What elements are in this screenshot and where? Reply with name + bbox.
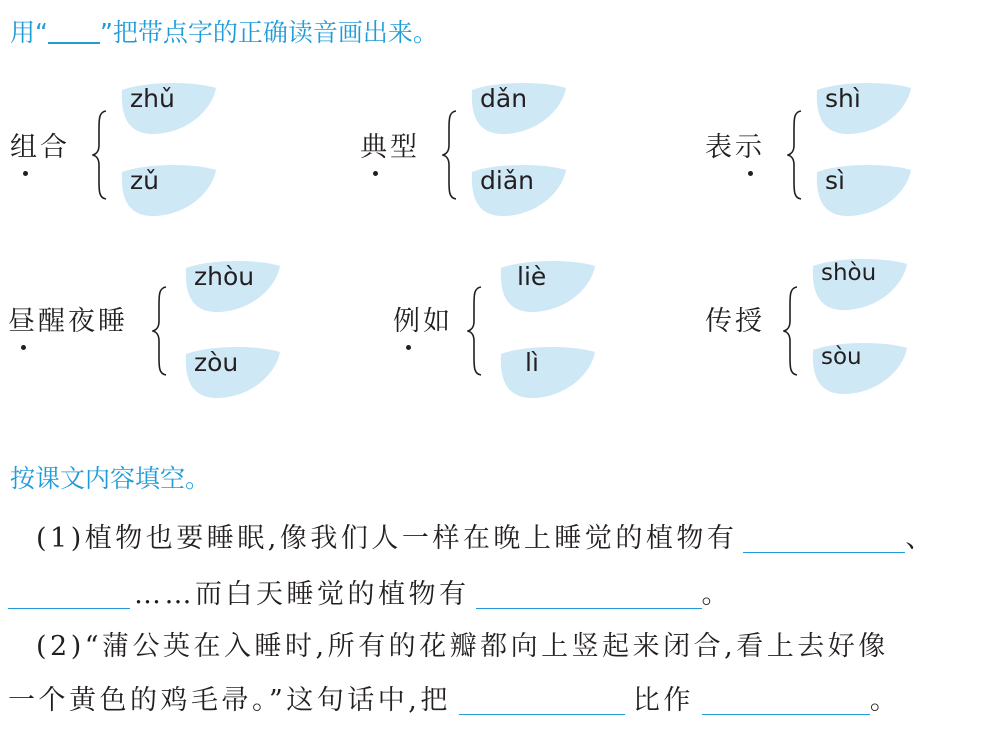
pinyin-text: zǔ: [130, 166, 159, 195]
pinyin-option[interactable]: [180, 258, 284, 316]
question-1-line-1: [36, 525, 936, 553]
pinyin-text: zhòu: [194, 262, 255, 291]
pinyin-option[interactable]: [811, 162, 915, 220]
pinyin-text: shòu: [821, 260, 877, 286]
question-text: 一个黄色的鸡毛帚。”这句话中,把: [8, 685, 451, 716]
pinyin-group-6: [695, 252, 1000, 402]
punctuation: 、: [905, 523, 936, 554]
word: [393, 308, 453, 335]
word: [705, 134, 765, 161]
pinyin-group-5: [385, 252, 705, 402]
pinyin-group-4: [0, 252, 320, 402]
pinyin-option[interactable]: [807, 256, 911, 314]
question-text: (2)“蒲公英在入睡时,所有的花瓣都向上竖起来闭合,看上去好像: [36, 631, 889, 662]
answer-blank[interactable]: [702, 690, 870, 715]
pinyin-option[interactable]: [466, 80, 570, 138]
character: 示: [735, 132, 765, 163]
curly-brace-icon: [92, 109, 108, 201]
question-text: 比作: [632, 685, 694, 716]
curly-brace-icon: [787, 109, 803, 201]
pinyin-group-2: [350, 80, 670, 230]
character: 醒: [38, 306, 68, 337]
character: 睡: [98, 306, 128, 337]
answer-blank[interactable]: [743, 528, 905, 553]
curly-brace-icon: [467, 285, 483, 377]
pinyin-text: lì: [525, 348, 539, 377]
question-2-line-1: [36, 633, 889, 660]
word: [705, 308, 765, 335]
character: 夜: [68, 306, 98, 337]
pinyin-text: sì: [825, 166, 845, 195]
question-1-line-2: [8, 581, 732, 609]
question-text: (1)植物也要睡眠,像我们人一样在晚上睡觉的植物有: [36, 523, 738, 554]
instruction-2: 按课文内容填空。: [10, 464, 211, 493]
character: 如: [423, 306, 453, 337]
pinyin-option[interactable]: [811, 80, 915, 138]
pinyin-text: dǎn: [480, 84, 528, 113]
character: 组: [10, 132, 40, 163]
word: [360, 134, 420, 161]
character: 典: [360, 132, 390, 163]
pinyin-text: zòu: [194, 348, 239, 377]
character: 合: [40, 132, 70, 163]
punctuation: 。: [701, 579, 732, 610]
character: 授: [735, 306, 765, 337]
question-2-line-2: [8, 687, 900, 715]
answer-blank[interactable]: [476, 584, 702, 609]
pinyin-option[interactable]: [116, 80, 220, 138]
pinyin-text: diǎn: [480, 166, 534, 195]
pinyin-group-3: [695, 80, 1000, 230]
answer-blank[interactable]: [8, 584, 130, 609]
pinyin-text: sòu: [821, 344, 862, 370]
word: [8, 308, 128, 335]
character: 昼: [8, 306, 38, 337]
question-text: ……而白天睡觉的植物有: [134, 579, 470, 610]
pinyin-option[interactable]: [180, 344, 284, 402]
pinyin-text: zhǔ: [130, 84, 175, 113]
punctuation: 。: [869, 685, 901, 716]
curly-brace-icon: [442, 109, 458, 201]
pinyin-option[interactable]: [495, 258, 599, 316]
pinyin-option[interactable]: [807, 340, 911, 398]
underline-sample: [48, 22, 100, 44]
word: [10, 134, 70, 161]
pinyin-option[interactable]: [116, 162, 220, 220]
pinyin-option[interactable]: [466, 162, 570, 220]
pinyin-text: shì: [825, 84, 861, 113]
pinyin-group-1: [0, 80, 320, 230]
character: 表: [705, 132, 735, 163]
pinyin-text: liè: [517, 262, 547, 291]
instruction-1: 用“ ”把带点字的正确读音画出来。: [10, 18, 438, 47]
character: 型: [390, 132, 420, 163]
pinyin-option[interactable]: [495, 344, 599, 402]
character: 例: [393, 306, 423, 337]
curly-brace-icon: [783, 285, 799, 377]
answer-blank[interactable]: [459, 690, 625, 715]
character: 传: [705, 306, 735, 337]
curly-brace-icon: [152, 285, 168, 377]
